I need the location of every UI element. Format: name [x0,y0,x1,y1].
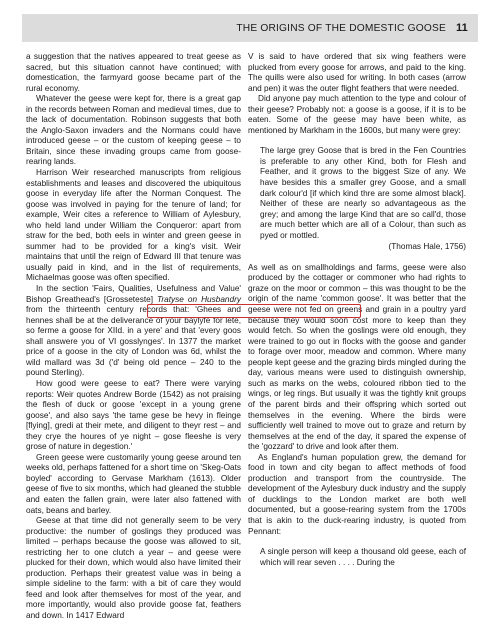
chapter-title: THE ORIGINS OF THE DOMESTIC GOOSE [236,22,446,34]
paragraph [26,284,241,379]
text-run: from the thirteenth century records that: 'Ghees and hennes shall be at the deliverance of your baylyfe for lete, so ferme a goose for XIId. in a yere' and that 'every goos shall answere you of VI gosslynges'. In 1377 the market price of a goose in the city of London was 6d, whilst the wild mallard was 3d ('d' being old pence – 240 to the pound Sterling). [26,305,241,378]
book-title: Tratyse on Husbandry [157,294,241,304]
paragraph: Harrison Weir researched manuscripts from religious establishments and leases and discovered the ubiquitous goose in everyday life after the Norman Conquest. The goose was involved in paying for the tenure of land; for example, Weir cites a reference to William of Aylesbury, who held land under William the Conqueror: apart from straw for the bed, both eels in winter and green geese in summer had to be provided for a king's visit. Weir maintains that until the reign of Edward III that tenure was usually paid in kind, and in the list of requirements, Michaelmas goose was often specified. [26,168,241,283]
paragraph: V is said to have ordered that six wing feathers were plucked from every goose for arrows, and paid to the king. The quills were also used for writing. In both cases (arrow and pen) it was the outer flight feathers that were needed. [248,52,466,93]
running-head [236,14,478,42]
paragraph: Whatever the geese were kept for, there is a great gap in the records between Roman and medieval times, due to the lack of documentation. Robinson suggests that both the Anglo-Saxon invaders and the Normans could have introduced geese – or the custom of keeping geese – to Britain, since these invading groups came from goose-rearing lands. [26,94,241,167]
block-quote [260,146,466,252]
paragraph: Green geese were customarily young geese around ten weeks old, perhaps fattened for a short time on 'Skeg-Oats boyled' according to Gervase Markham (1613). Older geese of five to six months, which had gleaned the stubble and eaten the fallen grain, were later also fattened with oats, beans and barley. [26,452,241,515]
left-column [26,52,241,622]
quote-text: A single person will keep a thousand old geese, each of which will rear seven . . . . During the [260,547,466,567]
paragraph: Geese at that time did not generally seem to be very productive: the number of goslings they produced was limited – perhaps because the goose was allowed to sit, restricting her to one clutch a year – and geese were plucked for their down, which would also have limited their production. Perhaps their greatest value was in being a simple sideline to the farm: with a bit of care they would feed and look after themselves for most of the year, and more importantly, would also provide goose fat, feathers and down. In 1417 Edward [26,516,241,620]
paragraph: How good were geese to eat? There were varying reports: Weir quotes Andrew Borde (1542) as not praising the flesh of duck or goose 'except in a young grene goose', and also says 'the tame gese be hevy in fleinge [flying], gredi at their mete, and diligent to theyr rest – and they crye the houres of ye night – gose fleeshe is very grose of nature in degestion.' [26,378,241,452]
quote-text: The large grey Goose that is bred in the Fen Countries is preferable to any other Kind, both for Flesh and Feather, and it grows to the biggest Size of any. We have besides this a smaller grey Goose, and a small dark colour'd [if which kind thre are some almost black]. Neither of these are nearly so advantageous as the grey; and among the large Kind that are so call'd, those are much better which are all of a Colour, than such as pyed or mottled. [260,146,466,240]
paragraph: As England's human population grew, the demand for food in town and city began to affect methods of food production and transport from the countryside. The development of the Aylesbury duck industry and the supply of ducklings to the London market are both well documented, but a goose-rearing system from the 1700s that is akin to the duck-rearing industry, is quoted from Pennant: [248,452,466,536]
text-run: In the section 'Fairs, Qualities, Usefulness and Value' Bishop Greathead's [Grosseteste] [26,284,241,304]
paragraph: Did anyone pay much attention to the type and colour of their geese? Probably not: a goose is a goose, if it is to be eaten. Some of the geese may have been white, as mentioned by Markham in the 1600s, but many were grey: [248,94,466,135]
paragraph: As well as on smallholdings and farms, geese were also produced by the cottager or commoner who had rights to graze on the moor or common – this was thought to be the origin of the name 'common goose'. It was better that the geese were not fed on greens and grain in a poultry yard because they would soon cost more to keep than they would fetch. So when the goslings were old enough, they were trained to go out in flocks with the goose and gander to forage over moor, meadow and common. Where many people kept geese and the grazing birds mingled during the day, various means were used to distinguish ownership, such as marks on the webs, coloured ribbon tied to the wings, or leg rings. But usually it was the tightly knit groups of the parent birds and their offspring which sorted out themselves in the evening. Where the birds were sufficiently well trained to move out to graze and return by themselves at the end of the day, it spared the expense of the 'gozzard' to drive and look after them. [248,262,466,452]
paragraph: a suggestion that the natives appeared to treat geese as sacred, but this situation cannot have continued; with domestication, the farmyard goose became part of the rural economy. [26,52,241,93]
highlight-box [147,304,361,318]
quote-attribution: (Thomas Hale, 1756) [388,242,466,252]
page-number: 11 [455,22,468,34]
block-quote [260,547,466,568]
